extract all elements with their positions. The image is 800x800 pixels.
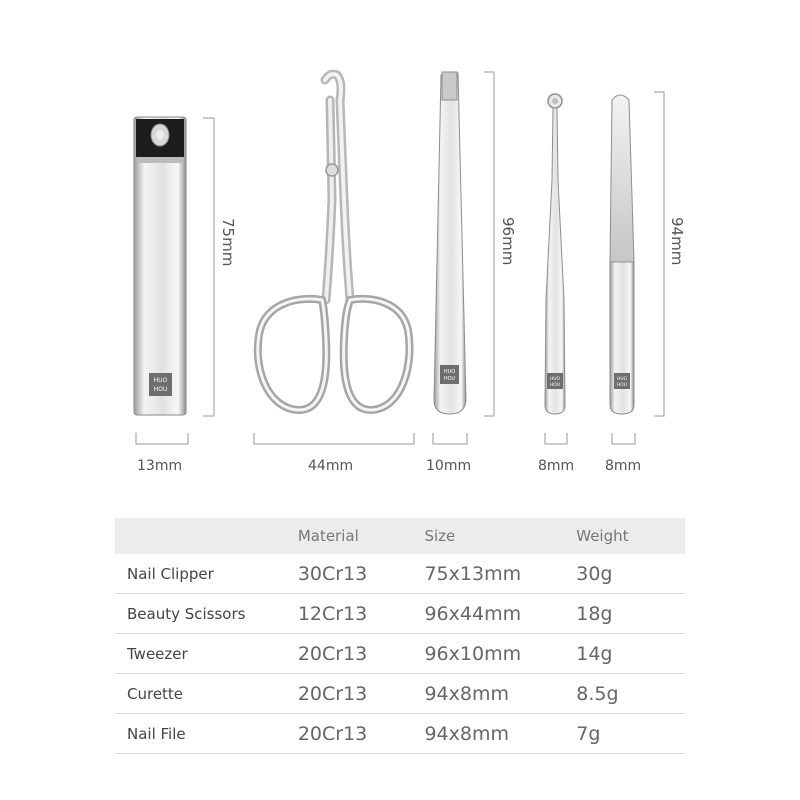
- tweezer-width-label: 10mm: [426, 458, 472, 474]
- width-dimension-lines: [136, 433, 635, 444]
- row-name: Curette: [115, 674, 294, 714]
- row-weight: 8.5g: [576, 674, 685, 714]
- table-row: [115, 594, 685, 634]
- row-name: Nail File: [115, 714, 294, 754]
- svg-text:HUO: HUO: [153, 377, 168, 384]
- height-dimension-lines: [203, 72, 664, 416]
- row-weight: 18g: [576, 594, 685, 634]
- scissors-width-label: 44mm: [308, 458, 354, 474]
- header-size: Size: [424, 518, 576, 554]
- row-name: Nail Clipper: [115, 554, 294, 594]
- table-row: [115, 554, 685, 594]
- beauty-scissors-image: [258, 74, 410, 410]
- nail-file-width-label: 8mm: [605, 458, 642, 474]
- row-weight: 30g: [576, 554, 685, 594]
- svg-text:HUO: HUO: [549, 377, 561, 382]
- nail-file-length-label: 94mm: [668, 217, 686, 266]
- svg-text:HUO: HUO: [616, 377, 628, 382]
- curette-image: [545, 94, 565, 414]
- table-row: [115, 714, 685, 754]
- header-weight: Weight: [576, 518, 685, 554]
- row-size: 75x13mm: [424, 554, 576, 594]
- table-row: [115, 674, 685, 714]
- tweezer-image: [434, 72, 466, 414]
- row-material: 20Cr13: [294, 674, 425, 714]
- clipper-length-label: 75mm: [219, 218, 237, 267]
- header-material: Material: [294, 518, 425, 554]
- header-item: [115, 518, 294, 554]
- spec-table: [115, 518, 685, 754]
- brand-logo-clipper: [149, 373, 172, 396]
- row-name: Tweezer: [115, 634, 294, 674]
- row-name: Beauty Scissors: [115, 594, 294, 634]
- nail-file-image: [610, 95, 634, 414]
- brand-logo-nail-file: [614, 373, 630, 389]
- curette-width-label: 8mm: [538, 458, 575, 474]
- table-row: [115, 634, 685, 674]
- row-weight: 14g: [576, 634, 685, 674]
- brand-logo-curette: [547, 373, 563, 389]
- tweezer-length-label: 96mm: [499, 217, 517, 266]
- row-material: 12Cr13: [294, 594, 425, 634]
- clipper-width-label: 13mm: [137, 458, 183, 474]
- svg-text:HOU: HOU: [443, 376, 456, 382]
- row-size: 96x44mm: [424, 594, 576, 634]
- row-material: 30Cr13: [294, 554, 425, 594]
- svg-text:HUO: HUO: [443, 369, 456, 375]
- row-material: 20Cr13: [294, 634, 425, 674]
- table-header-row: [115, 518, 685, 554]
- svg-text:HOU: HOU: [616, 383, 628, 388]
- row-size: 94x8mm: [424, 674, 576, 714]
- row-size: 94x8mm: [424, 714, 576, 754]
- nail-clipper-image: [134, 117, 186, 415]
- row-size: 96x10mm: [424, 634, 576, 674]
- row-weight: 7g: [576, 714, 685, 754]
- brand-logo-tweezer: [440, 365, 459, 384]
- row-material: 20Cr13: [294, 714, 425, 754]
- svg-text:HOU: HOU: [549, 383, 561, 388]
- svg-text:HOU: HOU: [153, 386, 168, 393]
